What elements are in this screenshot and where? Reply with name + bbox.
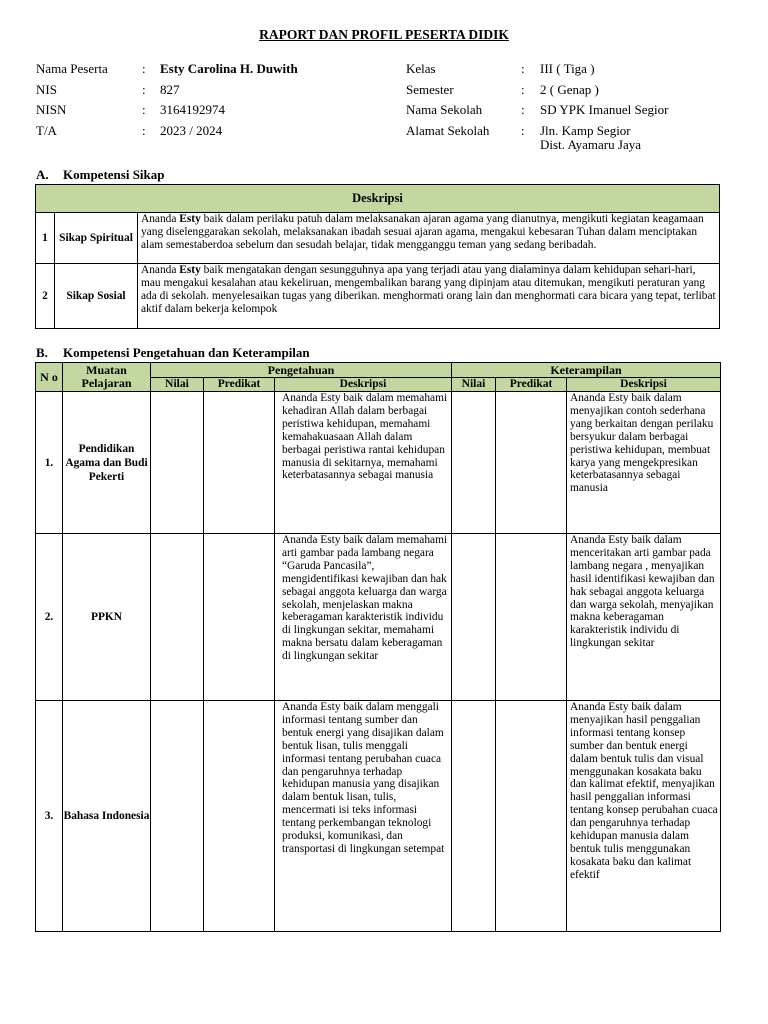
table-row [36,701,721,932]
identity-colon: : [521,81,525,97]
identity-row-school [406,100,668,121]
skills-header: Keterampilan [452,363,721,378]
identity-row-nisn [36,100,298,121]
subject-name: Bahasa Indonesia [63,701,151,932]
identity-label: NISN [36,102,67,118]
identity-row-year [36,121,298,142]
student-identity-right [406,59,668,152]
identity-row-semester [406,80,668,101]
table-row [36,213,720,264]
skills-description: Ananda Esty baik dalam menyajikan contoh sederhana yang berkaitan dengan perilaku bersyukur dalam berbagai peristiwa kehidupan, membuat karya yang mengekpresikan keterbatasannya sebagai manusia [567,392,721,534]
school-address-value: Jln. Kamp Segior Dist. Ayamaru Jaya [540,123,641,153]
section-number: A. [36,167,49,182]
identity-colon: : [142,81,146,97]
identity-colon: : [142,61,146,76]
section-title: Kompetensi Pengetahuan dan Keterampilan [63,345,310,360]
identity-row-class [406,59,668,80]
report-title: RAPORT DAN PROFIL PESERTA DIDIK [259,27,509,42]
row-number: 2. [36,534,63,701]
description-header: Deskripsi [36,185,720,213]
section-title: Kompetensi Sikap [63,167,165,182]
row-number: 2 [36,264,55,329]
knowledge-grade [204,392,275,534]
student-identity-left [36,59,298,142]
knowledge-description: Ananda Esty baik dalam menggali informasi tentang sumber dan bentuk energi yang disajikan dalam bentuk lisan, tulis menggali informasi tentang perubahan cuaca dan pengaruhnya terhadap kehidupan manusia yang disajikan dalam bentuk lisan, tulis, mencermati isi teks informasi tentang perkembangan teknologi produksi, komunikasi, dan transportasi di lingkungan setempat [275,701,452,932]
section-number: B. [36,345,48,360]
skills-score-header: Nilai [452,378,496,392]
attitude-label: Sikap Sosial [55,264,138,329]
table-row [36,264,720,329]
knowledge-skills-table [35,362,721,932]
knowledge-grade [204,701,275,932]
row-number: 1. [36,392,63,534]
knowledge-score [151,701,204,932]
skills-description: Ananda Esty baik dalam menyajikan hasil penggalian informasi tentang konsep sumber dan bentuk energi dalam bentuk tulis dan visual menggunakan kosakata baku dan kalimat efektif, menyajikan hasil penggalian informasi tentang konsep perubahan cuaca dan pengaruhnya terhadap kehidupan manusia dalam bentuk tulis menggunakan kosakata baku dan kalimat efektif [567,701,721,932]
identity-colon: : [521,123,525,139]
identity-row-address [406,121,668,152]
semester-value: 2 ( Genap ) [540,81,599,97]
identity-label: Nama Peserta [36,61,108,76]
identity-colon: : [142,102,146,118]
skills-grade [496,701,567,932]
identity-colon: : [521,61,525,76]
student-name-value: Esty Carolina H. Duwith [160,61,298,76]
number-header: N o [36,363,63,392]
identity-row-name [36,59,298,80]
nis-value: 827 [160,81,180,97]
table-header-row [36,363,721,378]
section-a-heading [36,167,165,183]
subject-name: PPKN [63,534,151,701]
attitude-label: Sikap Spiritual [55,213,138,264]
knowledge-score-header: Nilai [151,378,204,392]
skills-score [452,701,496,932]
skills-grade-header: Predikat [496,378,567,392]
skills-score [452,392,496,534]
knowledge-description: Ananda Esty baik dalam memahami arti gambar pada lambang negara “Garuda Pancasila”, mengidentifikasi kewajiban dan hak sebagai anggota keluarga dan warga sekolah, menjelaskan makna keberagaman karakteristik individu di lingkungan sekitar, memahami makna bersatu dalam keberagaman di lingkungan sekitar [275,534,452,701]
table-row [36,534,721,701]
attitude-description: Ananda Esty baik dalam perilaku patuh dalam melaksanakan ajaran agama yang dianutnya, mengikuti kegiatan keagamaan yang diselenggarakan sekolah, melaksanakan ibadah sesuai ajaran agama, mengakui kebesaran Tuhan dalam menciptakan alam semestaberdoa sebelum dan sesudah belajar, tidak mengganggu teman yang sedang beribadah. [138,213,720,264]
identity-row-nis [36,80,298,101]
identity-label: Kelas [406,61,436,76]
knowledge-description: Ananda Esty baik dalam memahami kehadiran Allah dalam berbagai peristiwa kehidupan, memahami kemahakuasaan Allah dalam berbagai peristiwa rantai kehidupan manusia di sekitarnya, memahami keterbatasannya sebagai manusia [275,392,452,534]
subject-header: Muatan Pelajaran [63,363,151,392]
identity-label: T/A [36,123,57,139]
identity-label: Nama Sekolah [406,102,483,118]
attitude-description: Ananda Esty baik mengatakan dengan sesungguhnya apa yang terjadi atau yang dialaminya dalam kehidupan sehari-hari, mau mengakui kesalahan atau kekeliruan, mengembalikan barang yang dipinjam atau ditemukan, mengikuti peraturan yang ada di sekolah. menyelesaikan tugas yang diberikan. menghormati orang lain dan menghormati cara bicara yang tepat, terlibat aktif dalam bekerja kelompok [138,264,720,329]
skills-description-header: Deskripsi [567,378,721,392]
section-b-heading [36,345,310,361]
subject-name: Pendidikan Agama dan Budi Pekerti [63,392,151,534]
knowledge-description-header: Deskripsi [275,378,452,392]
school-name-value: SD YPK Imanuel Segior [540,102,669,118]
identity-colon: : [521,102,525,118]
identity-label: NIS [36,81,57,97]
knowledge-header: Pengetahuan [151,363,452,378]
skills-description: Ananda Esty baik dalam menceritakan arti gambar pada lambang negara , menyajikan hasil identifikasi kewajiban dan hak sebagai anggota keluarga dan warga sekolah, menyajikan makna keberagaman karakteristik individu di lingkungan sekitar [567,534,721,701]
attitude-competency-table [35,184,720,329]
identity-label: Alamat Sekolah [406,123,490,139]
row-number: 3. [36,701,63,932]
knowledge-grade-header: Predikat [204,378,275,392]
identity-label: Semester [406,81,454,97]
academic-year-value: 2023 / 2024 [160,123,223,139]
identity-colon: : [142,123,146,139]
skills-grade [496,534,567,701]
knowledge-score [151,392,204,534]
class-value: III ( Tiga ) [540,61,595,76]
row-number: 1 [36,213,55,264]
knowledge-grade [204,534,275,701]
table-header-row [36,185,720,213]
table-row [36,392,721,534]
skills-grade [496,392,567,534]
nisn-value: 3164192974 [160,102,225,118]
skills-score [452,534,496,701]
knowledge-score [151,534,204,701]
